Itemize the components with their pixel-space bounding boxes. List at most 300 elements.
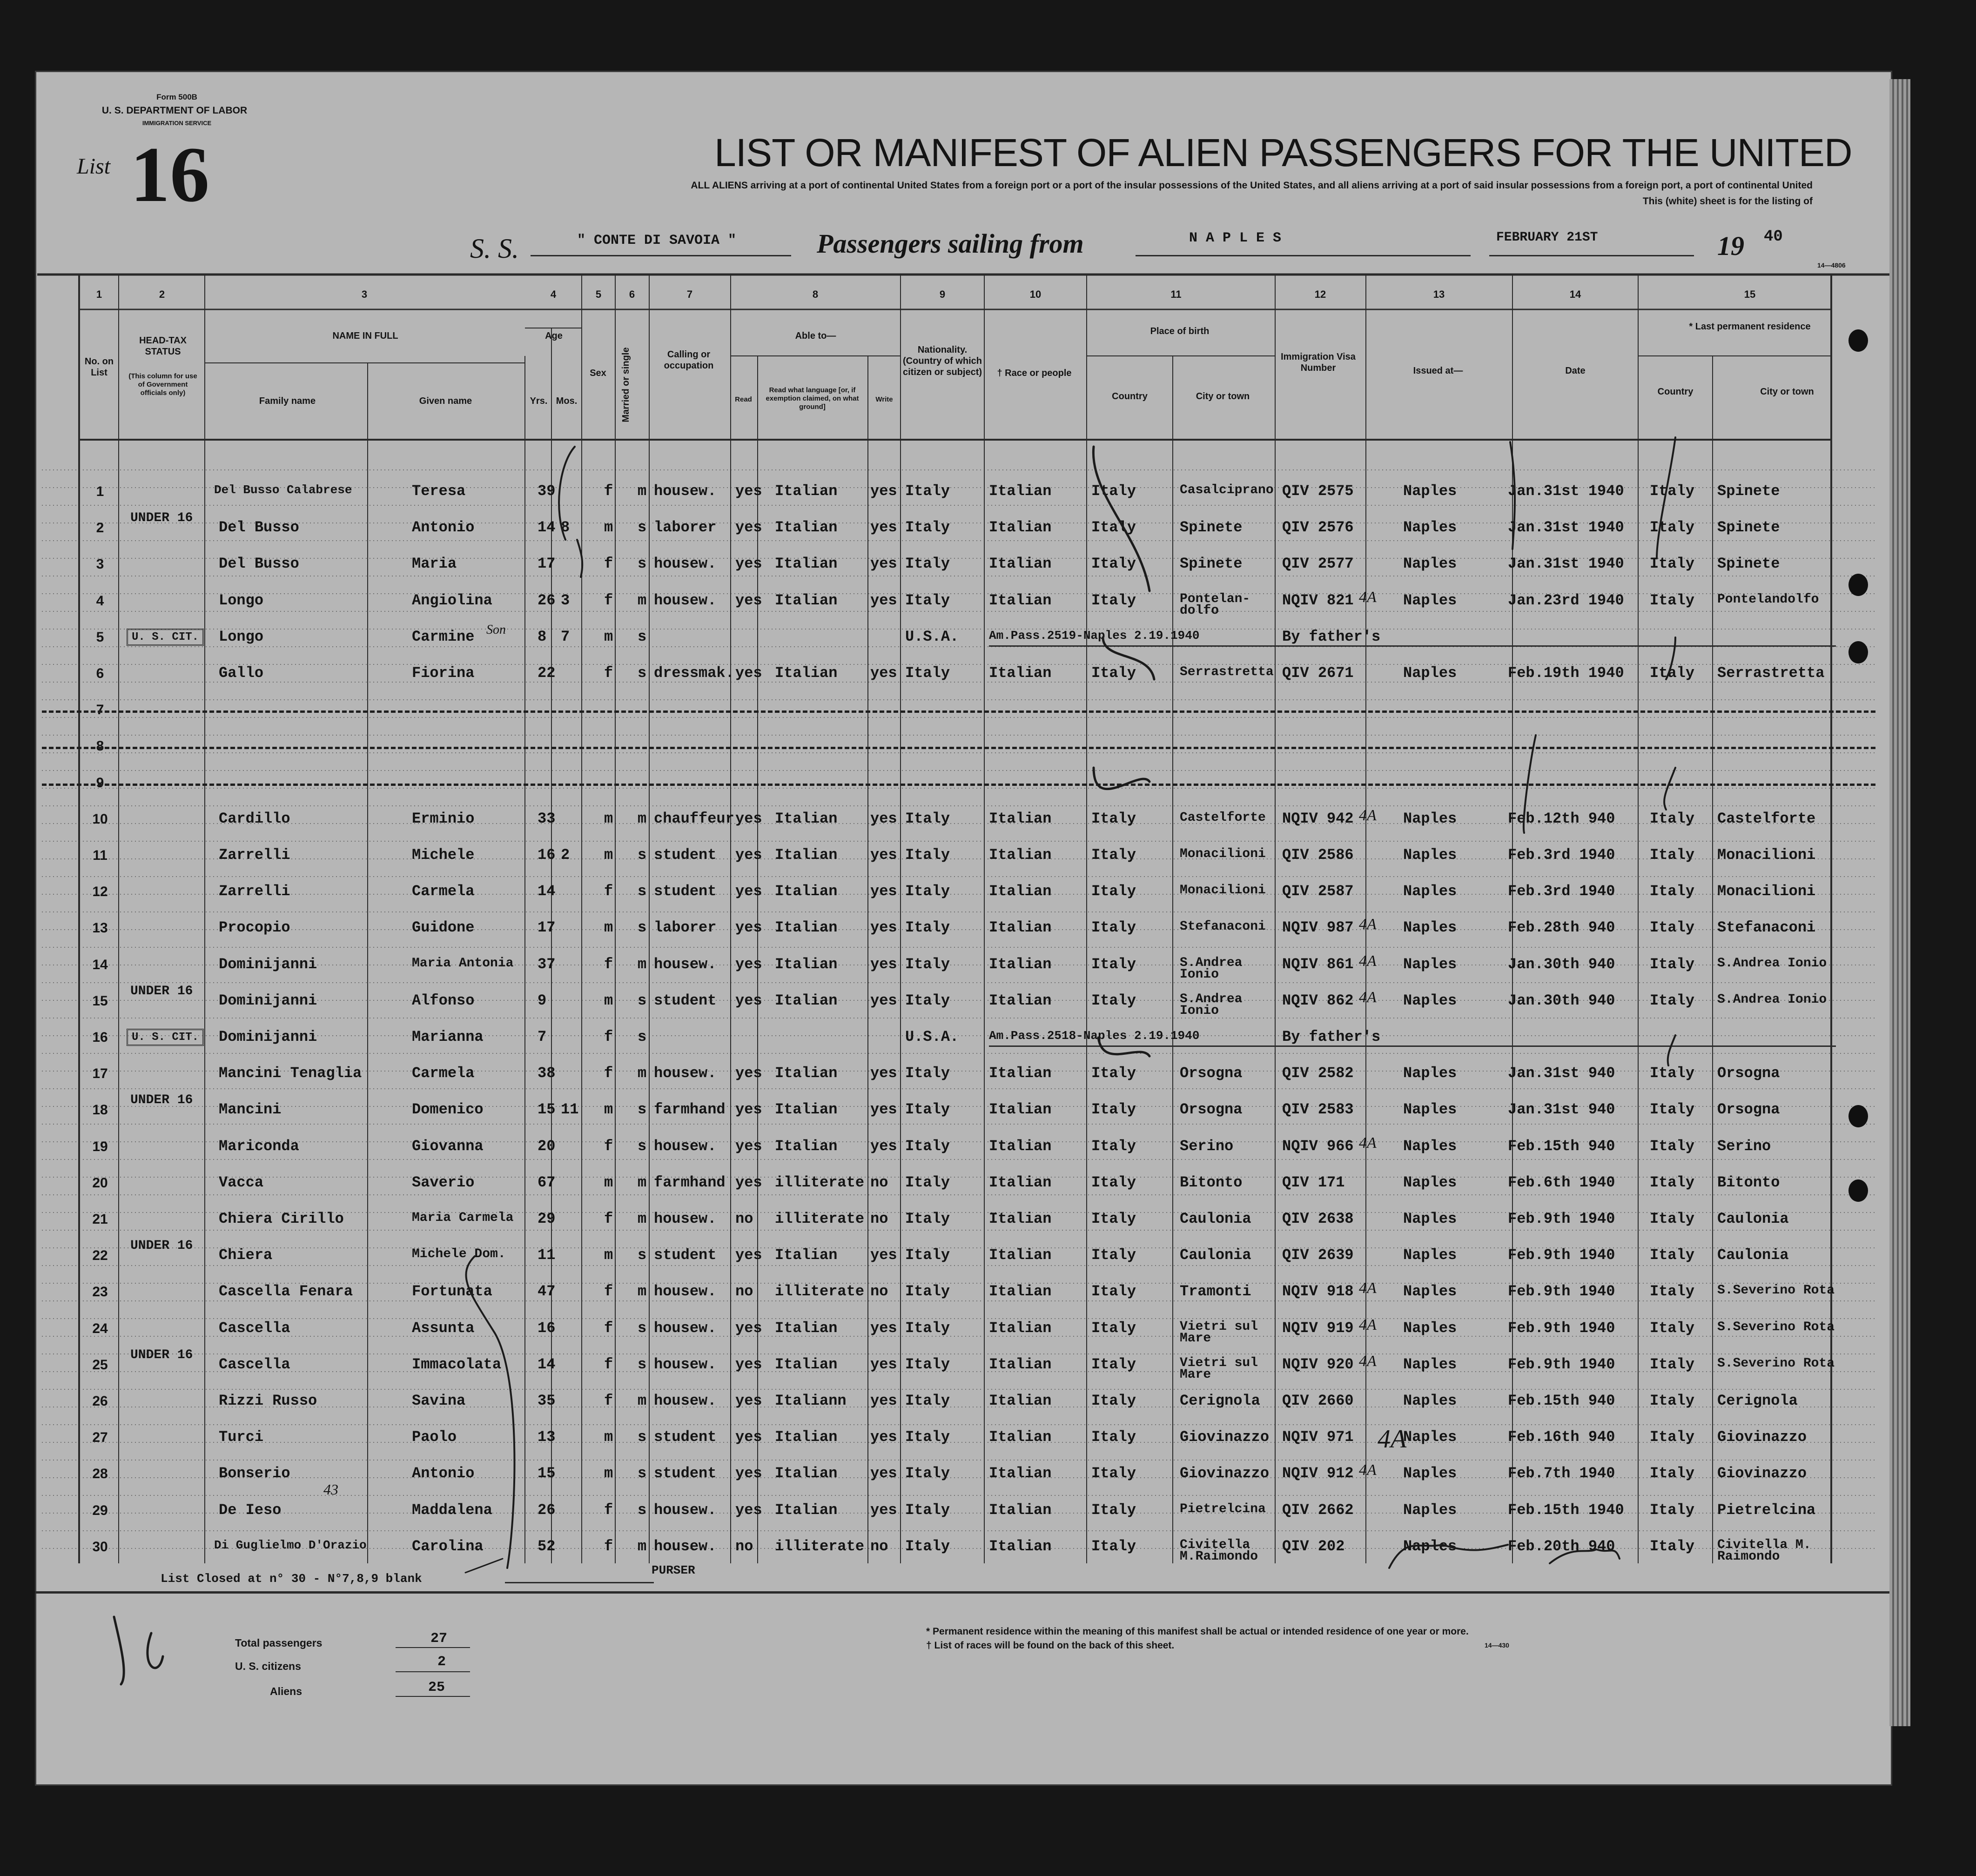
check-mark (1098, 1038, 1149, 1056)
column-number: 10 (1029, 288, 1042, 300)
birth-country-cell: Italy (1091, 956, 1136, 973)
check-mark (1103, 637, 1154, 679)
race-cell: Italian (989, 846, 1052, 864)
marital-status-cell: m (638, 592, 647, 609)
given-name-cell: Maria Antonia (412, 956, 514, 971)
column-number: 5 (595, 288, 602, 300)
year-prefix: 19 (1717, 231, 1744, 261)
issue-date-cell: Jan.31st 1940 (1508, 482, 1624, 500)
residence-city-cell: Serrastretta (1717, 664, 1825, 682)
header-able-to: Able to— (795, 331, 836, 341)
can-read-cell: yes (735, 592, 762, 609)
marital-status-cell: s (638, 1465, 647, 1482)
sex-cell: f (604, 883, 613, 900)
birth-country-cell: Italy (1091, 1174, 1136, 1191)
visa-class-mark: 4A (1359, 589, 1377, 606)
birth-country-cell: Italy (1091, 810, 1136, 827)
read-language-cell: illiterate (775, 1538, 865, 1555)
birth-city-cell: Monacilioni (1180, 847, 1266, 861)
can-write-cell: no (870, 1210, 888, 1227)
given-name-cell: Marianna (412, 1028, 484, 1045)
birth-city-cell: Pontelan- dolfo (1180, 592, 1250, 618)
read-language-cell: illiterate (775, 1174, 865, 1191)
race-cell: Italian (989, 1101, 1052, 1118)
residence-city-cell: Castelforte (1717, 810, 1816, 827)
sex-cell: f (604, 1210, 613, 1227)
race-cell: Italian (989, 592, 1052, 609)
read-language-cell: Italian (775, 1501, 838, 1519)
can-write-cell: yes (870, 1101, 897, 1118)
occupation-cell: student (654, 1428, 717, 1446)
family-name-cell: Gallo (219, 664, 264, 682)
issued-at-cell: Naples (1403, 1501, 1457, 1519)
can-read-cell: yes (735, 1138, 762, 1155)
issue-date-cell: Feb.28th 940 (1508, 919, 1615, 936)
read-language-cell: Italian (775, 846, 838, 864)
sex-cell: f (604, 1538, 613, 1555)
birth-country-cell: Italy (1091, 883, 1136, 900)
header-read: Read (735, 395, 752, 403)
issued-at-cell: Naples (1403, 810, 1457, 827)
given-name-cell: Carmela (412, 883, 475, 900)
residence-city-cell: Caulonia (1717, 1210, 1789, 1227)
can-read-cell: yes (735, 1428, 762, 1446)
marital-status-cell: s (638, 1501, 647, 1519)
birth-city-cell: Castelforte (1180, 811, 1266, 825)
binder-hole (1848, 1105, 1868, 1127)
header-place-of-birth: Place of birth (1150, 326, 1210, 336)
can-read-cell: yes (735, 810, 762, 827)
family-name-cell: De Ieso (219, 1501, 282, 1519)
can-read-cell: yes (735, 1065, 762, 1082)
family-name-cell: Di Guglielmo D'Orazio (214, 1538, 367, 1552)
nationality-cell: Italy (905, 1356, 950, 1373)
column-number: 14 (1569, 288, 1581, 300)
header-visa: Immigration Visa Number (1281, 352, 1356, 373)
age-months-cell: 3 (561, 592, 570, 609)
check-mark (1093, 447, 1149, 591)
visa-number-cell: NQIV 821 (1282, 592, 1354, 609)
given-name-cell: Assunta (412, 1320, 475, 1337)
row-number: 8 (96, 738, 104, 754)
son-annotation: Son (486, 623, 506, 637)
race-cell: Italian (989, 1356, 1052, 1373)
age-years-cell: 47 (538, 1283, 556, 1300)
can-write-cell: yes (870, 592, 897, 609)
birth-country-cell: Italy (1091, 1101, 1136, 1118)
age-years-cell: 14 (538, 883, 556, 900)
header-head-tax: HEAD-TAX STATUS (139, 335, 187, 357)
sex-cell: f (604, 1501, 613, 1519)
column-number: 15 (1744, 288, 1756, 300)
footnote-races: † List of races will be found on the back of this sheet. (926, 1640, 1175, 1651)
age-months-cell: 7 (561, 628, 570, 645)
residence-city-cell: Monacilioni (1717, 846, 1816, 864)
header-given-name: Given name (419, 396, 472, 406)
check-mark (1094, 768, 1149, 789)
residence-country-cell: Italy (1650, 1392, 1695, 1409)
read-language-cell: Italian (775, 592, 838, 609)
issue-date-cell: Feb.19th 1940 (1508, 664, 1624, 682)
can-read-cell: yes (735, 555, 762, 572)
column-number: 6 (629, 288, 635, 300)
race-cell: Italian (989, 1138, 1052, 1155)
read-language-cell: Italian (775, 519, 838, 536)
can-write-cell: no (870, 1538, 888, 1555)
race-cell: Italian (989, 555, 1052, 572)
residence-country-cell: Italy (1650, 1501, 1695, 1519)
residence-city-cell: S.Andrea Ionio (1717, 956, 1827, 971)
marital-status-cell: m (638, 956, 647, 973)
manifest-title: LIST OR MANIFEST OF ALIEN PASSENGERS FOR THE UNITED (714, 131, 1852, 174)
can-write-cell: yes (870, 846, 897, 864)
birth-city-cell: Caulonia (1180, 1210, 1251, 1227)
nationality-cell: Italy (905, 1428, 950, 1446)
residence-city-cell: S.Severino Rota (1717, 1356, 1835, 1371)
can-read-cell: yes (735, 519, 762, 536)
can-read-cell: yes (735, 1501, 762, 1519)
read-language-cell: Italian (775, 1101, 838, 1118)
birth-city-cell: Monacilioni (1180, 883, 1266, 898)
check-mark (1524, 735, 1536, 833)
issued-at-cell: Naples (1403, 1065, 1457, 1082)
birth-country-cell: Italy (1091, 1392, 1136, 1409)
visa-class-mark: 4A (1359, 807, 1377, 824)
marital-status-cell: s (638, 1101, 647, 1118)
nationality-cell: Italy (905, 1101, 950, 1118)
age-years-cell: 22 (538, 664, 556, 682)
read-language-cell: Italian (775, 919, 838, 936)
birth-country-cell: Italy (1091, 1538, 1136, 1555)
header-yrs: Yrs. (530, 396, 548, 406)
can-write-cell: yes (870, 519, 897, 536)
margin-annotation: 43 (323, 1481, 338, 1498)
occupation-cell: housew. (654, 1538, 717, 1555)
read-language-cell: illiterate (775, 1210, 865, 1227)
visa-number-cell: NQIV 912 (1282, 1465, 1354, 1482)
given-name-cell: Carmela (412, 1065, 475, 1082)
birth-city-cell: Stefanaconi (1180, 919, 1266, 934)
issued-at-cell: Naples (1403, 519, 1457, 536)
age-years-cell: 14 (538, 1356, 556, 1373)
issued-at-cell: Naples (1403, 1283, 1457, 1300)
nationality-cell: U.S.A. (905, 628, 959, 645)
issued-at-cell: Naples (1403, 664, 1457, 682)
given-name-cell: Antonio (412, 519, 475, 536)
visa-class-mark: 4A (1359, 1353, 1377, 1370)
column-number: 1 (96, 288, 102, 300)
family-name-cell: Dominijanni (219, 1028, 317, 1045)
race-cell: Am.Pass.2519-Naples 2.19.1940 (989, 629, 1200, 643)
column-number: 2 (159, 288, 165, 300)
year-suffix: 40 (1764, 228, 1783, 246)
visa-number-cell: NQIV 971 (1282, 1428, 1354, 1446)
head-tax-status: UNDER 16 (130, 511, 193, 525)
header-last-residence: * Last permanent residence (1689, 322, 1811, 332)
birth-city-cell: Giovinazzo (1180, 1428, 1270, 1446)
read-language-cell: Italian (775, 992, 838, 1009)
sex-cell: m (604, 919, 613, 936)
visa-number-cell: QIV 2660 (1282, 1392, 1354, 1409)
residence-country-cell: Italy (1650, 1356, 1695, 1373)
check-mark (1668, 1035, 1675, 1065)
check-mark (1666, 637, 1675, 679)
age-years-cell: 17 (538, 919, 556, 936)
can-write-cell: yes (870, 1356, 897, 1373)
issue-date-cell: Feb.9th 1940 (1508, 1283, 1615, 1300)
head-tax-status: UNDER 16 (130, 984, 193, 998)
issued-at-cell: Naples (1403, 1138, 1457, 1155)
read-language-cell: Italian (775, 482, 838, 500)
race-cell: Italian (989, 992, 1052, 1009)
issue-date-cell: Feb.3rd 1940 (1508, 846, 1615, 864)
race-cell: Italian (989, 1174, 1052, 1191)
marital-status-cell: s (638, 1356, 647, 1373)
issued-at-cell: Naples (1403, 1538, 1457, 1555)
age-years-cell: 9 (538, 992, 547, 1009)
aliens-value: 25 (428, 1680, 445, 1695)
marital-status-cell: s (638, 628, 647, 645)
footer-form-code: 14—430 (1485, 1642, 1509, 1649)
given-name-cell: Guidone (412, 919, 475, 936)
occupation-cell: dressmak. (654, 664, 734, 682)
aliens-underline (396, 1696, 470, 1697)
marital-status-cell: s (638, 992, 647, 1009)
read-language-cell: Italian (775, 1065, 838, 1082)
subtitle-line-2: This (white) sheet is for the listing of (1642, 196, 1813, 207)
can-write-cell: yes (870, 1320, 897, 1337)
read-language-cell: Italian (775, 1246, 838, 1264)
sex-cell: m (604, 1101, 613, 1118)
birth-city-cell: Caulonia (1180, 1246, 1251, 1264)
issue-date-cell: Jan.31st 1940 (1508, 519, 1624, 536)
list-label: List (77, 154, 111, 179)
occupation-cell: housew. (654, 555, 717, 572)
age-years-cell: 67 (538, 1174, 556, 1191)
sex-cell: f (604, 1028, 613, 1045)
visa-class-mark: 4A (1359, 1134, 1377, 1152)
residence-city-cell: Pontelandolfo (1717, 592, 1819, 607)
occupation-cell: housew. (654, 1356, 717, 1373)
visa-number-cell: NQIV 966 (1282, 1138, 1354, 1155)
nationality-cell: Italy (905, 1210, 950, 1227)
birth-country-cell: Italy (1091, 664, 1136, 682)
residence-country-cell: Italy (1650, 1320, 1695, 1337)
birth-city-cell: Bitonto (1180, 1174, 1243, 1191)
nationality-cell: Italy (905, 592, 950, 609)
marital-status-cell: s (638, 883, 647, 900)
header-sex: Sex (590, 368, 606, 378)
given-name-cell: Fiorina (412, 664, 475, 682)
sex-cell: f (604, 1320, 613, 1337)
row-number: 9 (96, 775, 104, 791)
occupation-cell: housew. (654, 1283, 717, 1300)
header-residence-country: Country (1657, 387, 1694, 397)
read-language-cell: Italiann (775, 1392, 847, 1409)
marital-status-cell: m (638, 1392, 647, 1409)
birth-country-cell: Italy (1091, 992, 1136, 1009)
issued-at-cell: Naples (1403, 1428, 1457, 1446)
row-number: 2 (96, 520, 104, 536)
issue-date-cell: Feb.9th 1940 (1508, 1210, 1615, 1227)
marital-status-cell: m (638, 1065, 647, 1082)
nationality-cell: Italy (905, 1138, 950, 1155)
issued-at-cell: Naples (1403, 482, 1457, 500)
birth-country-cell: Italy (1091, 1465, 1136, 1482)
residence-country-cell: Italy (1650, 1283, 1695, 1300)
race-cell: Italian (989, 1465, 1052, 1482)
can-write-cell: yes (870, 919, 897, 936)
column-number: 7 (686, 288, 693, 300)
visa-number-cell: By father's (1282, 1028, 1381, 1045)
sex-cell: f (604, 956, 613, 973)
ship-name: " CONTE DI SAVOIA " (577, 233, 737, 248)
residence-city-cell: Bitonto (1717, 1174, 1780, 1191)
issue-date-cell: Jan.31st 1940 (1508, 555, 1624, 572)
row-number: 29 (92, 1503, 108, 1518)
subtitle-line-1: ALL ALIENS arriving at a port of continental United States from a foreign port or a port of the insular possessions of the United States, and all aliens arriving at a port of said insular possessions from a foreign port, a port of continental United (691, 180, 1813, 191)
age-months-cell: 2 (561, 846, 570, 864)
header-birth-city: City or town (1196, 391, 1250, 402)
visa-number-cell: QIV 2638 (1282, 1210, 1354, 1227)
sex-cell: f (604, 592, 613, 609)
visa-class-mark: 4A (1359, 1316, 1377, 1333)
can-read-cell: yes (735, 1101, 762, 1118)
age-years-cell: 15 (538, 1101, 556, 1118)
row-number: 12 (92, 884, 108, 899)
given-name-cell: Savina (412, 1392, 466, 1409)
row-number: 5 (96, 630, 104, 645)
issue-date-cell: Feb.3rd 1940 (1508, 883, 1615, 900)
issued-at-cell: Naples (1403, 592, 1457, 609)
residence-city-cell: Monacilioni (1717, 883, 1816, 900)
can-read-cell: no (735, 1210, 753, 1227)
birth-country-cell: Italy (1091, 1065, 1136, 1082)
sailing-label: Passengers sailing from (817, 228, 1084, 259)
read-language-cell: Italian (775, 1428, 838, 1446)
family-name-cell: Dominijanni (219, 992, 317, 1009)
head-tax-status: UNDER 16 (130, 1239, 193, 1253)
residence-city-cell: S.Andrea Ionio (1717, 992, 1827, 1007)
birth-country-cell: Italy (1091, 1501, 1136, 1519)
given-name-cell: Alfonso (412, 992, 475, 1009)
age-years-cell: 29 (538, 1210, 556, 1227)
age-years-cell: 37 (538, 956, 556, 973)
can-write-cell: no (870, 1174, 888, 1191)
race-cell: Italian (989, 519, 1052, 536)
given-name-cell: Carolina (412, 1538, 484, 1555)
issued-at-cell: Naples (1403, 1246, 1457, 1264)
row-number: 13 (92, 920, 108, 936)
nationality-cell: Italy (905, 1174, 950, 1191)
family-name-cell: Longo (219, 628, 264, 645)
occupation-cell: laborer (654, 519, 717, 536)
read-language-cell: Italian (775, 883, 838, 900)
residence-city-cell: Spinete (1717, 555, 1780, 572)
given-name-cell: Maria (412, 555, 457, 572)
head-tax-status-stamp: U. S. CIT. (127, 1029, 204, 1046)
visa-number-cell: NQIV 862 (1282, 992, 1354, 1009)
can-read-cell: yes (735, 1174, 762, 1191)
read-language-cell: Italian (775, 1320, 838, 1337)
can-write-cell: yes (870, 664, 897, 682)
nationality-cell: Italy (905, 1538, 950, 1555)
issued-at-cell: Naples (1403, 1210, 1457, 1227)
age-years-cell: 35 (538, 1392, 556, 1409)
residence-city-cell: Giovinazzo (1717, 1465, 1807, 1482)
nationality-cell: Italy (905, 519, 950, 536)
row-number: 15 (92, 993, 108, 1009)
given-name-cell: Immacolata (412, 1356, 502, 1373)
race-cell: Italian (989, 664, 1052, 682)
occupation-cell: housew. (654, 1138, 717, 1155)
header-issued-at: Issued at— (1413, 366, 1463, 376)
column-number: 3 (361, 288, 368, 300)
given-name-cell: Carmine (412, 628, 475, 645)
row-number: 7 (96, 702, 104, 717)
check-mark (1657, 437, 1675, 558)
header-name-in-full: NAME IN FULL (332, 331, 398, 341)
residence-country-cell: Italy (1650, 1065, 1695, 1082)
family-name-cell: Chiera Cirillo (219, 1210, 344, 1227)
row-number: 22 (92, 1248, 108, 1263)
given-name-cell: Teresa (412, 482, 466, 500)
visa-class-mark: 4A (1378, 1425, 1407, 1454)
race-cell: Italian (989, 1320, 1052, 1337)
residence-country-cell: Italy (1650, 519, 1695, 536)
nationality-cell: U.S.A. (905, 1028, 959, 1045)
age-years-cell: 13 (538, 1428, 556, 1446)
birth-country-cell: Italy (1091, 592, 1136, 609)
issued-at-cell: Naples (1403, 1174, 1457, 1191)
can-read-cell: yes (735, 919, 762, 936)
residence-city-cell: Orsogna (1717, 1065, 1780, 1082)
issue-date-cell: Feb.7th 1940 (1508, 1465, 1615, 1482)
row-number: 1 (96, 484, 104, 499)
family-name-cell: Del Busso (219, 519, 299, 536)
column-number: 12 (1314, 288, 1326, 300)
sex-cell: m (604, 846, 613, 864)
header-married: Married or single (621, 347, 631, 422)
visa-class-mark: 4A (1359, 1280, 1377, 1297)
purser-signature (465, 1559, 503, 1573)
family-name-cell: Del Busso (219, 555, 299, 572)
issued-at-cell: Naples (1403, 846, 1457, 864)
age-years-cell: 11 (538, 1246, 556, 1264)
occupation-cell: housew. (654, 482, 717, 500)
age-months-cell: 11 (561, 1101, 579, 1118)
nationality-cell: Italy (905, 810, 950, 827)
given-name-cell: Antonio (412, 1465, 475, 1482)
header-residence-city: City or town (1760, 387, 1814, 397)
nationality-cell: Italy (905, 919, 950, 936)
sex-cell: m (604, 810, 613, 827)
nationality-cell: Italy (905, 482, 950, 500)
row-number: 3 (96, 556, 104, 572)
age-years-cell: 20 (538, 1138, 556, 1155)
issue-date-cell: Feb.9th 1940 (1508, 1320, 1615, 1337)
row-number: 20 (92, 1175, 108, 1191)
binder-hole (1848, 329, 1868, 352)
read-language-cell: Italian (775, 810, 838, 827)
family-name-cell: Cascella Fenara (219, 1283, 353, 1300)
read-language-cell: Italian (775, 664, 838, 682)
issued-at-cell: Naples (1403, 1392, 1457, 1409)
issue-date-cell: Feb.15th 940 (1508, 1392, 1615, 1409)
family-name-cell: Procopio (219, 919, 290, 936)
ss-label: S. S. (470, 233, 519, 264)
row-number: 18 (92, 1102, 108, 1118)
